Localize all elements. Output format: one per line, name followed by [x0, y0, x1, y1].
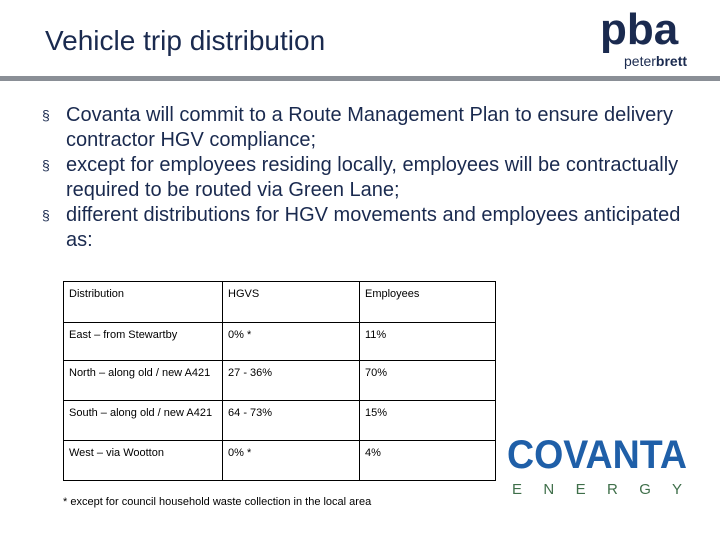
square-bullet-icon: §: [42, 207, 50, 223]
table-row: [64, 323, 496, 361]
bullet-item: § except for employees residing locally, employees will be contractually required to be routed via Green Lane;: [42, 154, 679, 201]
covanta-energy-logo: [505, 428, 690, 498]
table-header-cell: Employees: [359, 282, 495, 323]
pba-logo-peter: peter: [624, 53, 656, 69]
table-cell: 11%: [359, 323, 495, 361]
square-bullet-icon: §: [42, 157, 50, 173]
bullet-list: [42, 103, 712, 253]
table-cell: West – via Wootton: [64, 441, 223, 481]
table-header-cell: Distribution: [64, 282, 223, 323]
covanta-energy-text: E N E R G Y: [512, 481, 682, 498]
table-cell: South – along old / new A421: [64, 401, 223, 441]
svg-text:peterbrett: [624, 53, 687, 69]
distribution-table: [63, 281, 496, 481]
covanta-wordmark: COVANTA: [507, 433, 687, 477]
header-divider: [0, 76, 720, 81]
table-cell: 64 - 73%: [223, 401, 360, 441]
table-cell: 27 - 36%: [223, 361, 360, 401]
square-bullet-icon: §: [42, 107, 50, 123]
table-row: [64, 361, 496, 401]
table-row: [64, 401, 496, 441]
table-header-cell: HGVS: [223, 282, 360, 323]
table-cell: 0% *: [223, 441, 360, 481]
table-cell: East – from Stewartby: [64, 323, 223, 361]
table-cell: 70%: [359, 361, 495, 401]
bullet-item: § Covanta will commit to a Route Management Plan to ensure delivery contractor HGV compliance;: [42, 104, 673, 151]
bullet-item: § different distributions for HGV movements and employees anticipated as:: [42, 204, 681, 251]
table-header-row: [64, 282, 496, 323]
table-cell: 4%: [359, 441, 495, 481]
table-cell: 0% *: [223, 323, 360, 361]
pba-logo-brett: brett: [655, 53, 688, 69]
table-cell: North – along old / new A421: [64, 361, 223, 401]
table-cell: 15%: [359, 401, 495, 441]
slide-title: Vehicle trip distribution: [45, 25, 326, 56]
table-footnote: * except for council household waste collection in the local area: [63, 496, 372, 508]
table-row: [64, 441, 496, 481]
pba-logo-main: pba: [600, 6, 679, 54]
pba-logo: [598, 6, 694, 72]
